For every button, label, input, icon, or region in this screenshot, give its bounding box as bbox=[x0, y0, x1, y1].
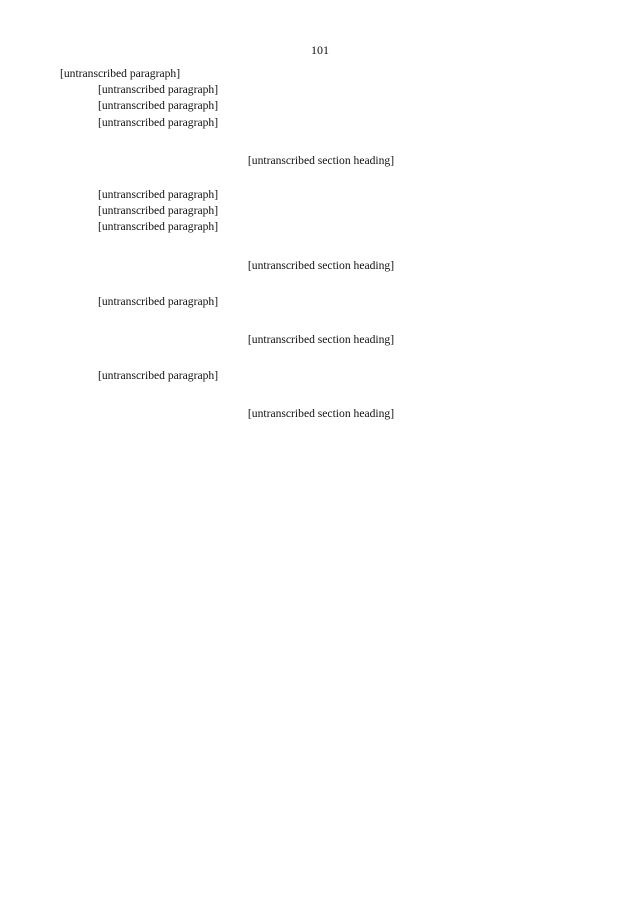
paragraph: [untranscribed paragraph] bbox=[60, 67, 181, 80]
section-heading: [untranscribed section heading] bbox=[247, 407, 395, 421]
page-content bbox=[60, 66, 582, 423]
paragraph: [untranscribed paragraph] bbox=[98, 99, 219, 113]
section-heading: [untranscribed section heading] bbox=[247, 258, 395, 272]
paragraph: [untranscribed paragraph] bbox=[98, 369, 219, 383]
paragraph: [untranscribed paragraph] bbox=[98, 83, 219, 97]
paragraph: [untranscribed paragraph] bbox=[98, 188, 219, 202]
paragraph: [untranscribed paragraph] bbox=[98, 220, 219, 234]
section-heading: [untranscribed section heading] bbox=[247, 333, 395, 347]
paragraph: [untranscribed paragraph] bbox=[98, 204, 219, 218]
page-number: 101 bbox=[311, 43, 329, 57]
paragraph: [untranscribed paragraph] bbox=[98, 115, 219, 129]
paragraph: [untranscribed paragraph] bbox=[98, 294, 219, 308]
section-heading: [untranscribed section heading] bbox=[247, 153, 395, 167]
